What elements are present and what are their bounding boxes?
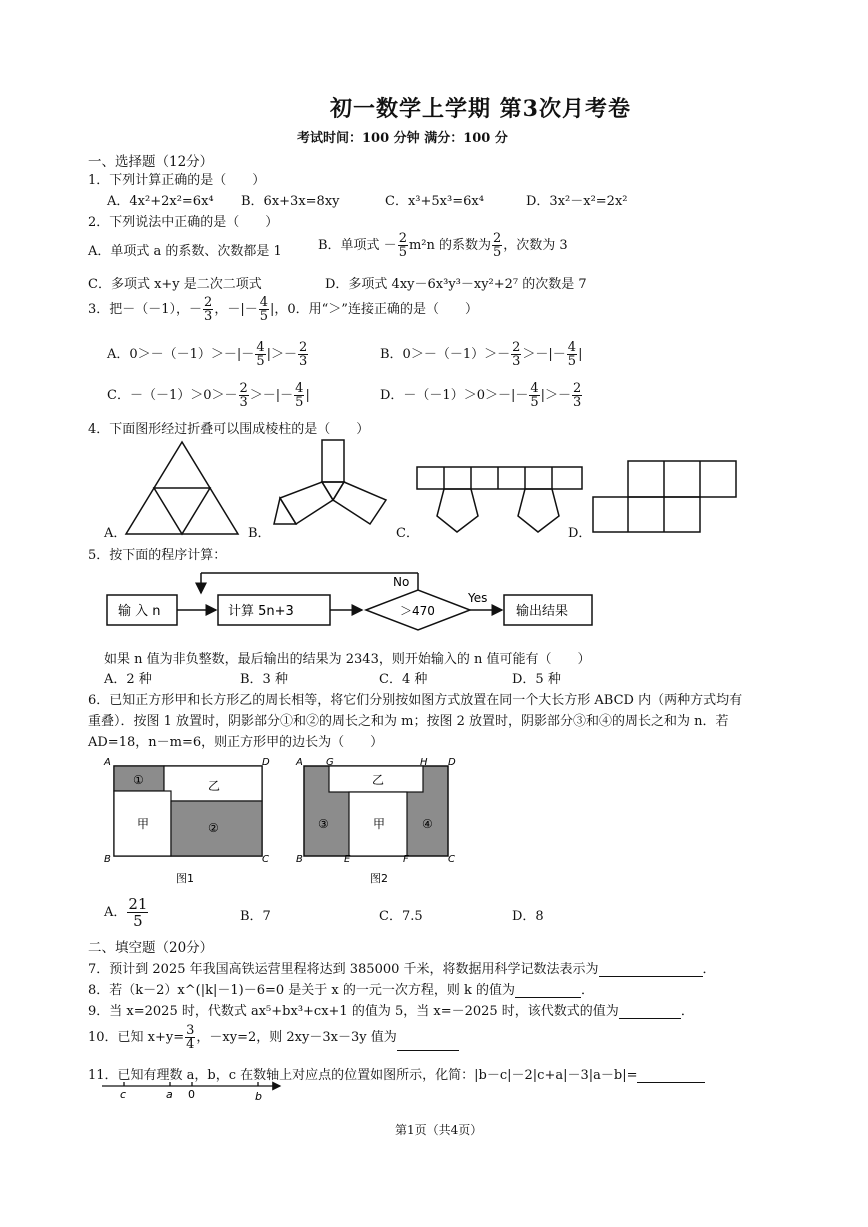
q1-stem: 1．下列计算正确的是（ ） bbox=[88, 173, 266, 188]
page-footer: 第1页（共4页） bbox=[395, 1123, 483, 1137]
q1-option-a: A．4x²+2x²=6x⁴ bbox=[107, 194, 214, 209]
q2-option-c: C．多项式 x+y 是二次二项式 bbox=[88, 277, 262, 292]
fig1-rect-yi: 乙 bbox=[208, 779, 221, 793]
q4-label-b: B． bbox=[248, 526, 271, 541]
fig2-vertex-h: H bbox=[420, 757, 428, 768]
net-c-pentagonal bbox=[416, 466, 584, 536]
numline-label-zero: 0 bbox=[188, 1088, 195, 1101]
q3-stem: 3．把－（－1），－ $\frac{2}{3}$ ，－|－ $\frac{4}{5}$ |，0．用“＞”连接正确的是（ ） bbox=[88, 295, 478, 324]
q9: 9．当 x=2025 时，代数式 ax⁵+bx³+cx+1 的值为 5，当 x=－2025 时，该代数式的值为 ． bbox=[88, 1004, 694, 1019]
q3-option-d: D．－（－1）＞0＞－|－ $\frac{4}{5}$ |＞－ $\frac{2}{3}$ bbox=[380, 381, 582, 410]
q4-label-c: C． bbox=[396, 526, 419, 541]
section-heading-choice: 一、选择题（12分） bbox=[88, 154, 214, 170]
q11: 11．已知有理数 a，b，c 在数轴上对应点的位置如图所示，化简：|b－c|－2|c+a|－3|a－b|= bbox=[88, 1064, 705, 1083]
q1-option-d: D．3x²－x²=2x² bbox=[526, 194, 628, 209]
flowchart bbox=[104, 566, 604, 638]
fig1-region-1: ① bbox=[133, 773, 144, 787]
q8: 8．若（k－2）x^(|k|－1)－6=0 是关于 x 的一元一次方程，则 k 的值为 ． bbox=[88, 983, 595, 998]
q2-option-a: A．单项式 a 的系数、次数都是 1 bbox=[88, 244, 282, 259]
page-title: 初一数学上学期 第3次月考卷 bbox=[330, 96, 631, 122]
net-a-triangle bbox=[124, 440, 240, 536]
section-heading-fill: 二、填空题（20分） bbox=[88, 940, 214, 956]
q6-option-a: A． $\frac{21}{5}$ bbox=[104, 895, 148, 930]
fig2-region-3: ③ bbox=[318, 817, 329, 831]
q5-option-d: D．5 种 bbox=[512, 672, 561, 687]
fig2-rect-yi: 乙 bbox=[372, 773, 385, 787]
fig2-vertex-a: A bbox=[296, 757, 303, 768]
numline-label-a: a bbox=[166, 1088, 173, 1101]
flow-input-label: 输 入 n bbox=[118, 604, 161, 619]
number-line bbox=[100, 1080, 290, 1106]
flow-output-label: 输出结果 bbox=[516, 604, 569, 619]
q6-line2: 重叠）．按图 1 放置时，阴影部分①和②的周长之和为 m；按图 2 放置时，阴影部分③和④的周长之和为 n．若 bbox=[88, 714, 729, 729]
q6-option-c: C．7.5 bbox=[379, 909, 423, 924]
q3-option-a: A．0＞－（－1）＞－|－ $\frac{4}{5}$ |＞－ $\frac{2}{3}$ bbox=[107, 340, 308, 369]
q4-label-a: A． bbox=[104, 526, 127, 541]
fig1-vertex-c: C bbox=[262, 854, 269, 865]
fig2-vertex-g: G bbox=[326, 757, 334, 768]
q4-stem: 4．下面图形经过折叠可以围成棱柱的是（ ） bbox=[88, 422, 370, 437]
q1-option-c: C．x³+5x³=6x⁴ bbox=[385, 194, 484, 209]
fig2-vertex-b: B bbox=[296, 854, 303, 865]
q6-option-b: B．7 bbox=[240, 909, 271, 924]
fig2-vertex-c: C bbox=[448, 854, 455, 865]
q1-option-b: B．6x+3x=8xy bbox=[241, 194, 340, 209]
net-b-pinwheel bbox=[268, 438, 394, 534]
q4-label-d: D． bbox=[568, 526, 592, 541]
figure-2 bbox=[296, 756, 464, 888]
q3-option-c: C．－（－1）＞0＞－ $\frac{2}{3}$ ＞－|－ $\frac{4}{5}$ | bbox=[107, 381, 310, 410]
q2-option-b: B．单项式 － $\frac{2}{5}$ m²n 的系数为 $\frac{2}{5}$ ，次数为 3 bbox=[318, 231, 568, 260]
numline-label-c: c bbox=[120, 1088, 127, 1101]
q5-option-a: A．2 种 bbox=[104, 672, 152, 687]
q5-text: 如果 n 值为非负整数，最后输出的结果为 2343，则开始输入的 n 值可能有（ ） bbox=[104, 652, 591, 667]
fig1-caption: 图1 bbox=[176, 872, 194, 885]
numline-label-b: b bbox=[255, 1090, 262, 1103]
fig2-caption: 图2 bbox=[370, 872, 388, 885]
fig1-region-2: ② bbox=[208, 821, 219, 835]
fig1-vertex-a: A bbox=[104, 757, 111, 768]
q5-stem: 5．按下面的程序计算： bbox=[88, 548, 227, 563]
figure-1 bbox=[104, 756, 272, 888]
flow-no-label: No bbox=[393, 575, 410, 589]
flow-condition-label: ＞470 bbox=[400, 604, 435, 618]
exam-info: 考试时间：100 分钟 满分：100 分 bbox=[297, 131, 508, 146]
q10: 10．已知 x+y= $\frac{3}{4}$ ，－xy=2，则 2xy－3x－3y 值为 bbox=[88, 1024, 459, 1051]
q2-option-d: D．多项式 4xy－6x³y³－xy²+2⁷ 的次数是 7 bbox=[325, 277, 587, 292]
q7: 7．预计到 2025 年我国高铁运营里程将达到 385000 千米，将数据用科学记数法表示为 ． bbox=[88, 962, 716, 977]
q5-option-c: C．4 种 bbox=[379, 672, 428, 687]
fig1-vertex-d: D bbox=[262, 757, 270, 768]
flow-calc-label: 计算 5n+3 bbox=[228, 604, 294, 619]
fig2-vertex-e: E bbox=[344, 854, 351, 865]
fig2-region-4: ④ bbox=[422, 817, 433, 831]
fig1-square-jia: 甲 bbox=[137, 817, 150, 831]
fig2-vertex-d: D bbox=[448, 757, 456, 768]
q2-stem: 2．下列说法中正确的是（ ） bbox=[88, 215, 279, 230]
flow-yes-label: Yes bbox=[468, 591, 488, 605]
fig2-square-jia: 甲 bbox=[373, 817, 386, 831]
q5-option-b: B．3 种 bbox=[240, 672, 288, 687]
q6-line1: 6．已知正方形甲和长方形乙的周长相等，将它们分别按如图方式放置在同一个大长方形 ABCD 内（两种方式均有 bbox=[88, 693, 743, 708]
q3-option-b: B．0＞－（－1）＞－ $\frac{2}{3}$ ＞－|－ $\frac{4}{5}$ | bbox=[380, 340, 583, 369]
q6-line3: AD=18，n－m=6，则正方形甲的边长为（ ） bbox=[88, 735, 384, 750]
fig2-vertex-f: F bbox=[403, 854, 409, 865]
net-d-grid bbox=[592, 460, 738, 534]
q6-option-d: D．8 bbox=[512, 909, 544, 924]
fig1-vertex-b: B bbox=[104, 854, 111, 865]
